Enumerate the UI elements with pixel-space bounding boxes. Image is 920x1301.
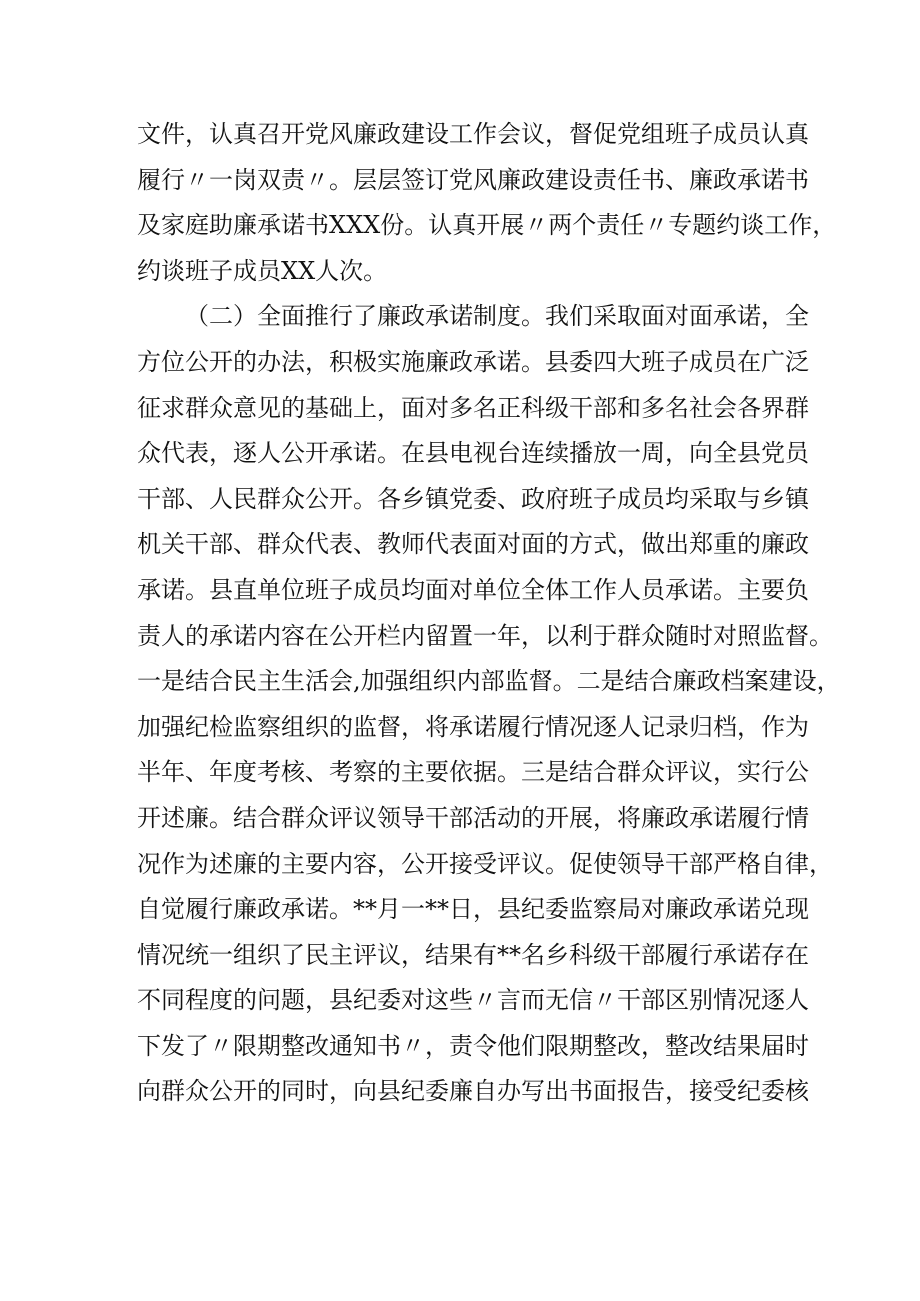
text-line: 况作为述廉的主要内容，公开接受评议。促使领导干部严格自律， <box>137 849 833 878</box>
text-line: 自觉履行廉政承诺。**月一**日，县纪委监察局对廉政承诺兑现 <box>137 895 809 924</box>
text-line: 干部、人民群众公开。各乡镇党委、政府班子成员均采取与乡镇 <box>137 484 809 513</box>
paragraph-1 <box>137 112 837 294</box>
text-line: 情况统一组织了民主评议，结果有**名乡科级干部履行承诺存在 <box>137 940 809 969</box>
text-line: 履行〃一岗双责〃。层层签订党风廉政建设责任书、廉政承诺书 <box>137 165 809 194</box>
text-line: 机关干部、群众代表、教师代表面对面的方式，做出郑重的廉政 <box>137 530 809 559</box>
text-line: 众代表，逐人公开承诺。在县电视台连续播放一周，向全县党员 <box>137 439 809 468</box>
text-line: 承诺。县直单位班子成员均面对单位全体工作人员承诺。主要负 <box>137 575 809 604</box>
text-line: 不同程度的问题，县纪委对这些〃言而无信〃干部区别情况逐人 <box>137 986 809 1015</box>
text-line: （二）全面推行了廉政承诺制度。我们采取面对面承诺，全 <box>185 302 809 331</box>
text-line: 及家庭助廉承诺书XXX份。认真开展〃两个责任〃专题约谈工作， <box>137 211 837 240</box>
text-line: 加强纪检监察组织的监督，将承诺履行情况逐人记录归档，作为 <box>137 712 809 741</box>
text-line: 约谈班子成员XX人次。 <box>137 256 388 285</box>
text-line: 一是结合民主生活会,加强组织内部监督。二是结合廉政档案建设， <box>137 667 841 696</box>
paragraph-2 <box>137 294 841 1115</box>
text-line: 征求群众意见的基础上，面对多名正科级干部和多名社会各界群 <box>137 393 809 422</box>
text-line: 方位公开的办法，积极实施廉政承诺。县委四大班子成员在广泛 <box>137 347 809 376</box>
text-line: 半年、年度考核、考察的主要依据。三是结合群众评议，实行公 <box>137 758 809 787</box>
document-body <box>137 112 841 1115</box>
text-line: 下发了〃限期整改通知书〃，责令他们限期整改，整改结果届时 <box>137 1031 809 1060</box>
text-line: 开述廉。结合群众评议领导干部活动的开展，将廉政承诺履行情 <box>137 803 809 832</box>
text-line: 文件，认真召开党风廉政建设工作会议，督促党组班子成员认真 <box>137 120 809 148</box>
text-line: 责人的承诺内容在公开栏内留置一年，以利于群众随时对照监督。 <box>137 621 833 650</box>
text-line: 向群众公开的同时，向县纪委廉自办写出书面报告，接受纪委核 <box>137 1077 809 1106</box>
